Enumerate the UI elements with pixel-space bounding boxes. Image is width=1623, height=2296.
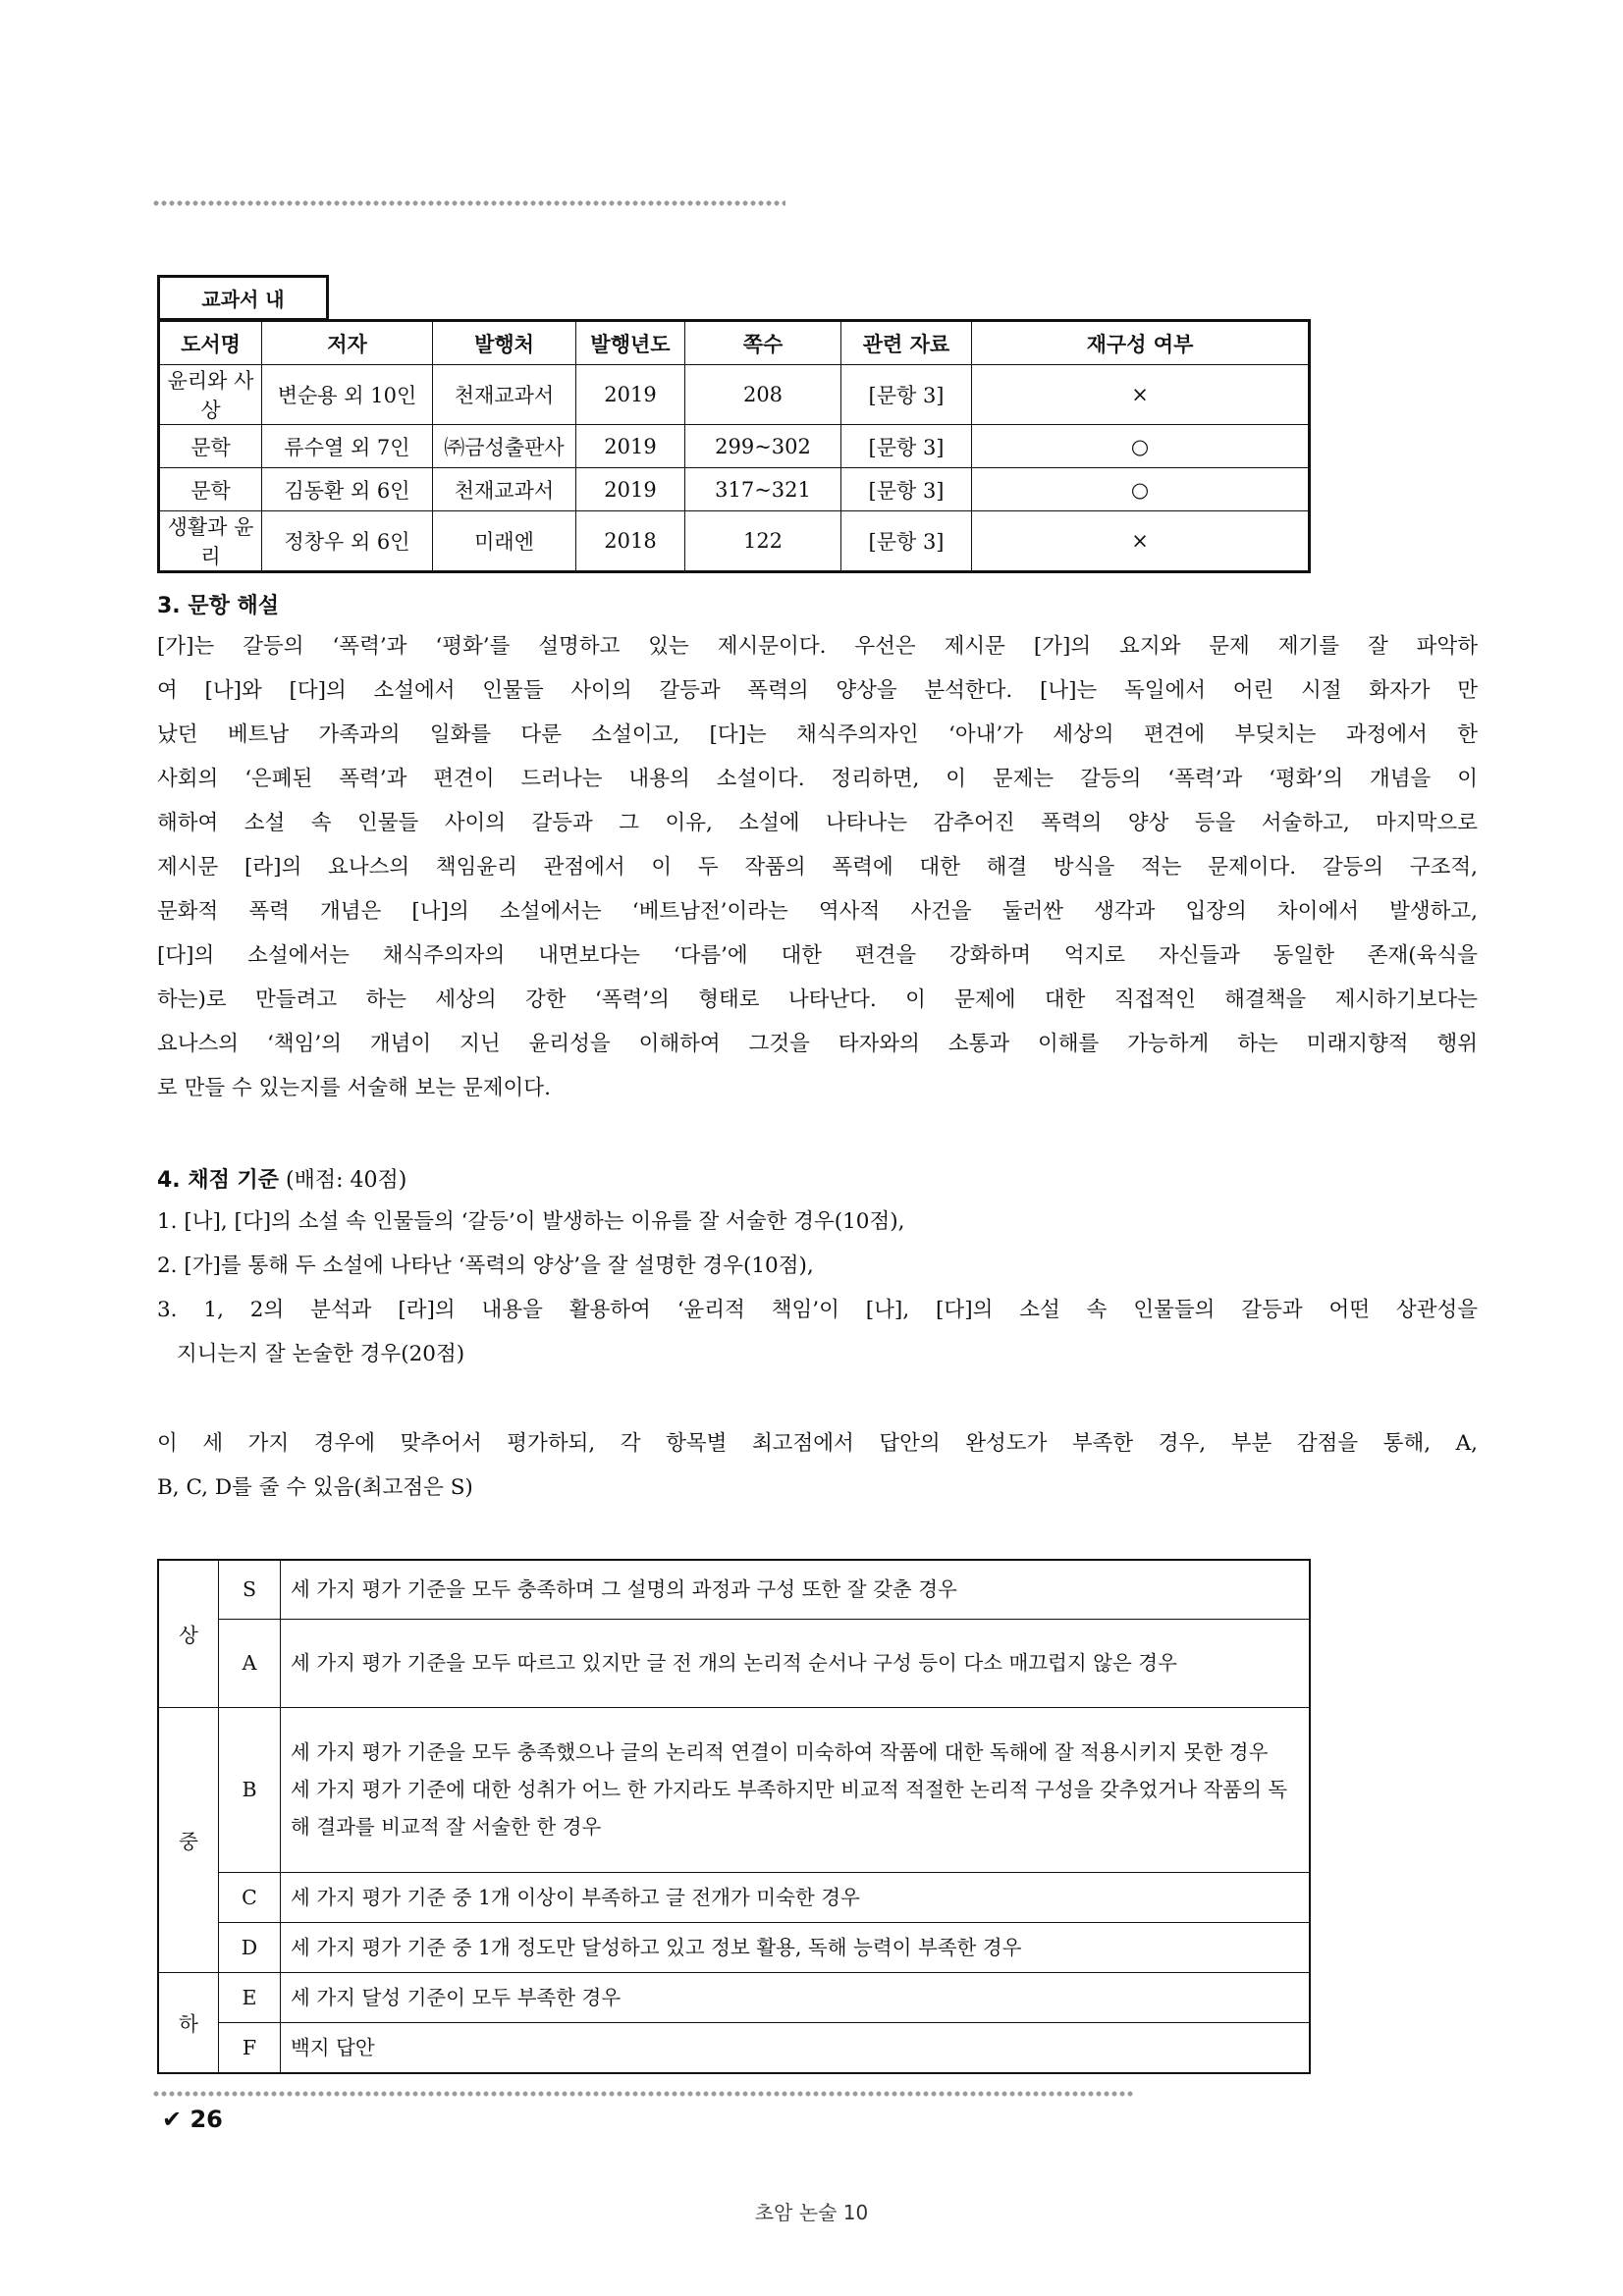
table-cell: [문항 3] bbox=[841, 511, 972, 572]
section4-score-note: (배점: 40점) bbox=[279, 1168, 407, 1193]
section4-note bbox=[157, 1421, 1478, 1510]
criteria-item: 3. 1, 2의 분석과 [라]의 내용을 활용하여 ‘윤리적 책임’이 [나], [다]의 소설 속 인물들의 갈등과 어떤 상관성을 bbox=[157, 1298, 1478, 1322]
grade-b-description-2: 세 가지 평가 기준에 대한 성취가 어느 한 가지라도 부족하지만 비교적 적절한 논리적 구성을 갖추었거나 작품의 독해 결과를 비교적 잘 서술한 한 경우 bbox=[291, 1778, 1288, 1839]
header-related: 관련 자료 bbox=[841, 321, 972, 365]
section4-criteria bbox=[157, 1200, 1478, 1376]
bottom-dotted-divider bbox=[152, 2091, 1134, 2097]
paragraph-line: 났던 베트남 가족과의 일화를 다룬 소설이고, [다]는 채식주의자인 ‘아내’가 세상의 편견에 부딪치는 과정에서 한 bbox=[157, 722, 1478, 747]
table-cell: 317~321 bbox=[685, 468, 841, 511]
header-year: 발행년도 bbox=[576, 321, 685, 365]
table-row bbox=[159, 468, 1310, 511]
criteria-item: 2. [가]를 통해 두 소설에 나타난 ‘폭력의 양상’을 잘 설명한 경우(10점), bbox=[157, 1254, 814, 1278]
table-cell: [문항 3] bbox=[841, 425, 972, 468]
paragraph-line: 해하여 소설 속 인물들 사이의 갈등과 그 이유, 소설에 나타나는 감추어진 폭력의 양상 등을 서술하고, 마지막으로 bbox=[157, 811, 1478, 835]
table-cell: 정창우 외 6인 bbox=[262, 511, 433, 572]
grade-label: S bbox=[219, 1560, 281, 1619]
paragraph-line: 사회의 ‘은폐된 폭력’과 편견이 드러나는 내용의 소설이다. 정리하면, 이 문제는 갈등의 ‘폭력’과 ‘평화’의 개념을 이 bbox=[157, 767, 1478, 791]
section4-title: 4. 채점 기준 bbox=[157, 1168, 279, 1193]
table-cell: 299~302 bbox=[685, 425, 841, 468]
table-cell: 2018 bbox=[576, 511, 685, 572]
grade-description bbox=[281, 1707, 1311, 1872]
table-cell: 생활과 윤리 bbox=[159, 511, 262, 572]
grade-row-s bbox=[158, 1560, 1310, 1619]
grade-row-a bbox=[158, 1619, 1310, 1707]
grade-description: 세 가지 평가 기준 중 1개 정도만 달성하고 있고 정보 활용, 독해 능력이 부족한 경우 bbox=[281, 1922, 1311, 1972]
grade-description: 세 가지 달성 기준이 모두 부족한 경우 bbox=[281, 1972, 1311, 2022]
grade-b-description-1: 세 가지 평가 기준을 모두 충족했으나 글의 논리적 연결이 미숙하여 작품에 대한 독해에 잘 적용시키지 못한 경우 bbox=[291, 1740, 1269, 1764]
table-row bbox=[159, 425, 1310, 468]
table-row bbox=[159, 365, 1310, 425]
table-cell: 변순용 외 10인 bbox=[262, 365, 433, 425]
grading-table bbox=[157, 1559, 1311, 2074]
table-cell: 문학 bbox=[159, 425, 262, 468]
page-footer: 초암 논술 10 bbox=[754, 2201, 869, 2224]
level-low: 하 bbox=[158, 1972, 219, 2073]
paragraph-line: 여 [나]와 [다]의 소설에서 인물들 사이의 갈등과 폭력의 양상을 분석한다. [나]는 독일에서 어린 시절 화자가 만 bbox=[157, 678, 1478, 703]
table-cell: ○ bbox=[972, 468, 1310, 511]
paragraph-line: [가]는 갈등의 ‘폭력’과 ‘평화’를 설명하고 있는 제시문이다. 우선은 제시문 [가]의 요지와 문제 제기를 잘 파악하 bbox=[157, 634, 1478, 659]
grade-description: 세 가지 평가 기준을 모두 충족하며 그 설명의 과정과 구성 또한 잘 갖춘 경우 bbox=[281, 1560, 1311, 1619]
table-cell: 미래엔 bbox=[433, 511, 576, 572]
page-number bbox=[162, 2106, 223, 2133]
table-header-row bbox=[159, 321, 1310, 365]
section3-heading: 3. 문항 해설 bbox=[157, 594, 279, 618]
header-author: 저자 bbox=[262, 321, 433, 365]
level-high: 상 bbox=[158, 1560, 219, 1707]
header-title: 도서명 bbox=[159, 321, 262, 365]
grade-description: 세 가지 평가 기준 중 1개 이상이 부족하고 글 전개가 미숙한 경우 bbox=[281, 1872, 1311, 1922]
table-cell: 류수열 외 7인 bbox=[262, 425, 433, 468]
table-cell: 2019 bbox=[576, 365, 685, 425]
grade-row-c bbox=[158, 1872, 1310, 1922]
paragraph-line: 하는)로 만들려고 하는 세상의 강한 ‘폭력’의 형태로 나타난다. 이 문제에 대한 직접적인 해결책을 제시하기보다는 bbox=[157, 988, 1478, 1012]
header-publisher: 발행처 bbox=[433, 321, 576, 365]
section4-heading bbox=[157, 1163, 406, 1194]
table-cell: ㈜금성출판사 bbox=[433, 425, 576, 468]
table-cell: [문항 3] bbox=[841, 365, 972, 425]
paragraph-line: 로 만들 수 있는지를 서술해 보는 문제이다. bbox=[157, 1076, 551, 1100]
grade-row-d bbox=[158, 1922, 1310, 1972]
criteria-item-continued: 지니는지 잘 논술한 경우(20점) bbox=[177, 1342, 465, 1366]
grade-row-e bbox=[158, 1972, 1310, 2022]
table-cell: 김동환 외 6인 bbox=[262, 468, 433, 511]
grade-description: 세 가지 평가 기준을 모두 따르고 있지만 글 전 개의 논리적 순서나 구성 등이 다소 매끄럽지 않은 경우 bbox=[281, 1619, 1311, 1707]
header-pages: 쪽수 bbox=[685, 321, 841, 365]
table-cell: ○ bbox=[972, 425, 1310, 468]
table-cell: 208 bbox=[685, 365, 841, 425]
top-dotted-divider bbox=[152, 200, 785, 206]
table-cell: 천재교과서 bbox=[433, 365, 576, 425]
paragraph-line: 제시문 [라]의 요나스의 책임윤리 관점에서 이 두 작품의 폭력에 대한 해결 방식을 적는 문제이다. 갈등의 구조적, bbox=[157, 855, 1478, 880]
table-cell: 윤리와 사상 bbox=[159, 365, 262, 425]
page-number-value: 26 bbox=[189, 2106, 223, 2133]
grade-label: D bbox=[219, 1922, 281, 1972]
note-line: 이 세 가지 경우에 맞추어서 평가하되, 각 항목별 최고점에서 답안의 완성도가 부족한 경우, 부분 감점을 통해, A, bbox=[157, 1431, 1478, 1456]
grade-label: E bbox=[219, 1972, 281, 2022]
paragraph-line: 요나스의 ‘책임’의 개념이 지닌 윤리성을 이해하여 그것을 타자와의 소통과 이해를 가능하게 하는 미래지향적 행위 bbox=[157, 1032, 1478, 1056]
paragraph-line: 문화적 폭력 개념은 [나]의 소설에서는 ‘베트남전’이라는 역사적 사건을 둘러싼 생각과 입장의 차이에서 발생하고, bbox=[157, 899, 1478, 924]
grade-description: 백지 답안 bbox=[281, 2022, 1311, 2073]
table-cell: 천재교과서 bbox=[433, 468, 576, 511]
grade-label: B bbox=[219, 1707, 281, 1872]
paragraph-line: [다]의 소설에서는 채식주의자의 내면보다는 ‘다름’에 대한 편견을 강화하며 억지로 자신들과 동일한 존재(육식을 bbox=[157, 943, 1478, 968]
table-row bbox=[159, 511, 1310, 572]
table-cell: 2019 bbox=[576, 468, 685, 511]
level-mid: 중 bbox=[158, 1707, 219, 1972]
grade-label: A bbox=[219, 1619, 281, 1707]
header-reconstructed: 재구성 여부 bbox=[972, 321, 1310, 365]
table-cell: 문학 bbox=[159, 468, 262, 511]
textbook-table bbox=[157, 319, 1311, 573]
table-cell: [문항 3] bbox=[841, 468, 972, 511]
grade-row-b bbox=[158, 1707, 1310, 1872]
table-cell: 2019 bbox=[576, 425, 685, 468]
table-cell: × bbox=[972, 365, 1310, 425]
note-line: B, C, D를 줄 수 있음(최고점은 S) bbox=[157, 1475, 473, 1500]
grade-label: C bbox=[219, 1872, 281, 1922]
check-icon: ✔ bbox=[162, 2106, 183, 2133]
grade-label: F bbox=[219, 2022, 281, 2073]
textbook-table-label: 교과서 내 bbox=[157, 275, 329, 319]
table-cell: 122 bbox=[685, 511, 841, 572]
section3-body bbox=[157, 624, 1478, 1110]
table-cell: × bbox=[972, 511, 1310, 572]
criteria-item: 1. [나], [다]의 소설 속 인물들의 ‘갈등’이 발생하는 이유를 잘 서술한 경우(10점), bbox=[157, 1209, 905, 1234]
grade-row-f bbox=[158, 2022, 1310, 2073]
